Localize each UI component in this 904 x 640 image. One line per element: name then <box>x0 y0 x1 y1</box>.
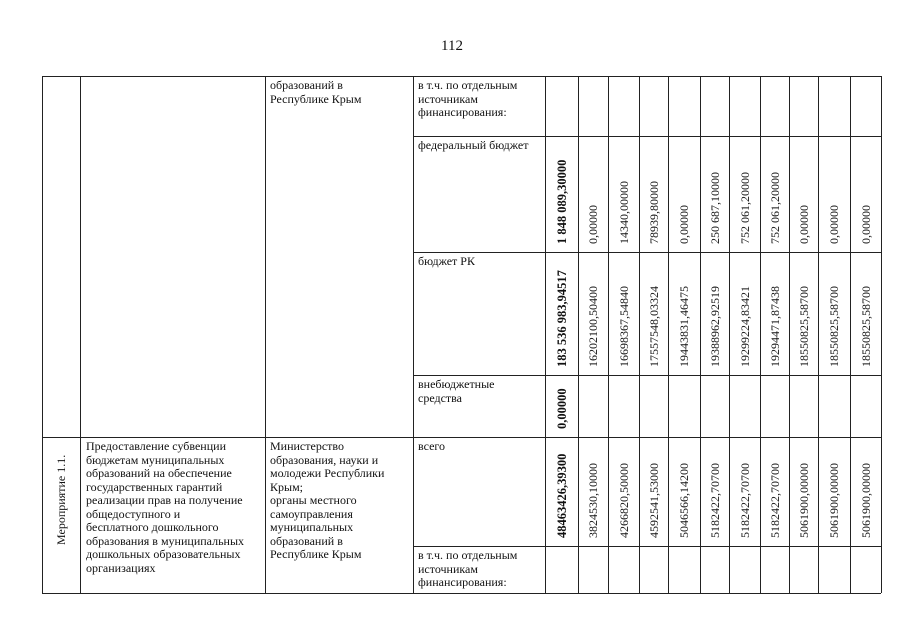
year-value: 5061900,00000 <box>796 463 811 538</box>
year-value: 4592541,53000 <box>646 463 661 538</box>
year-value: 0,00000 <box>586 205 600 244</box>
year-value: 5182422,70700 <box>767 463 782 538</box>
funding-source-label: федеральный бюджет <box>418 138 529 152</box>
funding-source-label: в т.ч. по отдельным источникам финансирования: <box>418 78 518 119</box>
year-value: 5061900,00000 <box>858 463 873 538</box>
year-value: 3824530,10000 <box>586 463 600 538</box>
executor-cell: образований в Республике Крым <box>270 78 362 106</box>
year-value: 0,00000 <box>677 205 691 244</box>
grid-line <box>578 76 579 593</box>
total-value: 0,00000 <box>554 388 569 429</box>
grid-line <box>42 593 881 594</box>
year-value: 0,00000 <box>796 205 811 244</box>
grid-line <box>42 76 43 593</box>
grid-line <box>760 76 761 593</box>
grid-line <box>668 76 669 593</box>
year-value: 16202100,50400 <box>586 286 600 367</box>
year-value: 19294471,87438 <box>767 286 782 367</box>
year-value: 19388962,92519 <box>707 286 722 367</box>
measure-name: Мероприятие 1.1. <box>54 454 68 545</box>
funding-source-label: бюджет РК <box>418 254 475 268</box>
year-value: 14340,00000 <box>616 181 631 244</box>
year-value: 5182422,70700 <box>707 463 722 538</box>
year-value: 5182422,70700 <box>737 463 752 538</box>
year-value: 78939,80000 <box>646 181 661 244</box>
grid-line <box>850 76 851 593</box>
funding-source-label: в т.ч. по отдельным источникам финансирования: <box>418 548 518 589</box>
total-value: 48463426,39300 <box>554 453 569 538</box>
year-value: 16698367,54840 <box>616 286 631 367</box>
year-value: 19443831,46475 <box>677 286 691 367</box>
grid-line <box>818 76 819 593</box>
year-value: 752 061,20000 <box>767 172 782 244</box>
total-value: 183 536 983,94517 <box>554 270 569 367</box>
measure-description: Предоставление субвенции бюджетам муниципальных образований на обеспечение государственных гарантий реализации прав на получение общедоступного и бесплатного дошкольного образования в муниципальных дошкольных образовательных организациях <box>86 439 245 575</box>
year-value: 18550825,58700 <box>796 286 811 367</box>
grid-line <box>413 375 881 376</box>
grid-line <box>42 76 881 77</box>
grid-line <box>413 546 881 547</box>
grid-line <box>729 76 730 593</box>
grid-line <box>413 136 881 137</box>
grid-line <box>413 76 414 593</box>
grid-line <box>42 437 881 438</box>
year-value: 5061900,00000 <box>827 463 841 538</box>
page-number: 112 <box>441 38 463 54</box>
grid-line <box>545 76 546 593</box>
grid-line <box>639 76 640 593</box>
year-value: 250 687,10000 <box>707 172 722 244</box>
year-value: 19299224,83421 <box>737 286 752 367</box>
year-value: 18550825,58700 <box>858 286 873 367</box>
grid-line <box>413 252 881 253</box>
year-value: 0,00000 <box>858 205 873 244</box>
grid-line <box>608 76 609 593</box>
year-value: 4266820,50000 <box>616 463 631 538</box>
grid-line <box>700 76 701 593</box>
grid-line <box>80 76 81 593</box>
grid-line <box>881 76 882 593</box>
measure-executor: Министерство образования, науки и молодежи Республики Крым; органы местного самоуправления муниципальных образований в Республике Крым <box>270 439 385 561</box>
funding-source-label: внебюджетные средства <box>418 377 495 405</box>
year-value: 5046566,14200 <box>677 463 691 538</box>
year-value: 17557548,03324 <box>646 286 661 367</box>
year-value: 752 061,20000 <box>737 172 752 244</box>
year-value: 18550825,58700 <box>827 286 841 367</box>
grid-line <box>789 76 790 593</box>
total-value: 1 848 089,30000 <box>554 159 569 244</box>
year-value: 0,00000 <box>827 205 841 244</box>
funding-source-label: всего <box>418 439 446 453</box>
